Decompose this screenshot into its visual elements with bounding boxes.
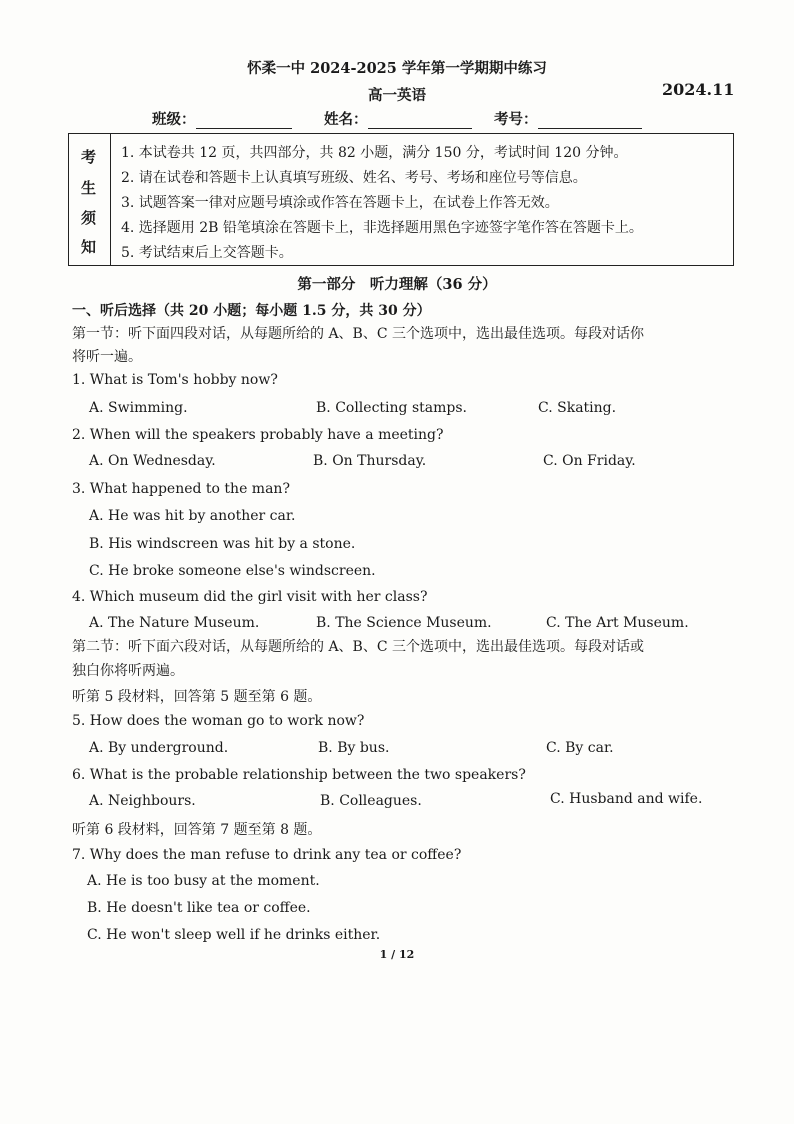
- name-field: [324, 108, 472, 129]
- question-4: 4. Which museum did the girl visit with her class?: [72, 589, 428, 605]
- notice-side-char: 知: [81, 238, 97, 256]
- question-1: 1. What is Tom's hobby now?: [72, 372, 278, 388]
- option-a: A. The Nature Museum.: [89, 615, 260, 631]
- section-instruction: 独白你将听两遍。: [72, 663, 184, 679]
- option-b: B. The Science Museum.: [316, 615, 492, 631]
- option-a: A. Neighbours.: [89, 793, 196, 809]
- notice-item: 1. 本试卷共 12 页，共四部分，共 82 小题，满分 150 分，考试时间 120 分钟。: [121, 145, 628, 161]
- question-3: 3. What happened to the man?: [72, 481, 290, 497]
- question-5: 5. How does the woman go to work now?: [72, 713, 365, 729]
- option-c: C. By car.: [546, 740, 614, 756]
- option-a: A. He is too busy at the moment.: [87, 873, 320, 889]
- option-c: C. The Art Museum.: [546, 615, 689, 631]
- notice-item: 4. 选择题用 2B 铅笔填涂在答题卡上，非选择题用黑色字迹签字笔作答在答题卡上。: [121, 220, 643, 236]
- option-b: B. On Thursday.: [313, 453, 427, 469]
- page-number: 1 / 12: [379, 948, 415, 961]
- notice-side-char: 生: [81, 179, 97, 197]
- option-a: A. On Wednesday.: [89, 453, 216, 469]
- option-c: C. He broke someone else's windscreen.: [89, 563, 376, 579]
- option-a: A. Swimming.: [89, 400, 188, 416]
- option-b: B. His windscreen was hit by a stone.: [89, 536, 356, 552]
- notice-side-char: 须: [81, 209, 97, 227]
- material-note: 听第 6 段材料，回答第 7 题至第 8 题。: [72, 822, 322, 838]
- sub-heading: 一、听后选择（共 20 小题；每小题 1.5 分，共 30 分）: [72, 303, 431, 319]
- notice-side-char: 考: [81, 148, 97, 166]
- section-instruction: 第一节：听下面四段对话，从每题所给的 A、B、C 三个选项中，选出最佳选项。每段对话你: [72, 326, 645, 342]
- question-2: 2. When will the speakers probably have a meeting?: [72, 427, 444, 443]
- question-6: 6. What is the probable relationship between the two speakers?: [72, 767, 526, 783]
- question-7: 7. Why does the man refuse to drink any tea or coffee?: [72, 847, 462, 863]
- option-c: C. On Friday.: [543, 453, 636, 469]
- id-label: 考号：: [494, 111, 538, 128]
- id-field: [494, 108, 642, 129]
- class-label: 班级：: [152, 111, 196, 128]
- class-blank: [196, 114, 292, 129]
- option-a: A. By underground.: [89, 740, 229, 756]
- option-a: A. He was hit by another car.: [89, 508, 296, 524]
- notice-item: 2. 请在试卷和答题卡上认真填写班级、姓名、考号、考场和座位号等信息。: [121, 170, 587, 186]
- option-c: C. Skating.: [538, 400, 617, 416]
- exam-title: 怀柔一中 2024-2025 学年第一学期期中练习: [247, 60, 547, 77]
- option-b: B. He doesn't like tea or coffee.: [87, 900, 311, 916]
- class-field: [152, 108, 292, 129]
- material-note: 听第 5 段材料，回答第 5 题至第 6 题。: [72, 689, 322, 705]
- notice-side-label: [69, 134, 111, 265]
- id-blank: [538, 114, 642, 129]
- name-label: 姓名：: [324, 111, 368, 128]
- option-c: C. He won't sleep well if he drinks either.: [87, 927, 381, 943]
- notice-item: 5. 考试结束后上交答题卡。: [121, 245, 293, 261]
- option-b: B. By bus.: [318, 740, 390, 756]
- section-instruction: 第二节：听下面六段对话，从每题所给的 A、B、C 三个选项中，选出最佳选项。每段对话或: [72, 639, 645, 655]
- exam-date: 2024.11: [662, 80, 735, 99]
- notice-box: [68, 133, 734, 266]
- exam-subject: 高一英语: [368, 87, 426, 104]
- section-instruction: 将听一遍。: [72, 349, 142, 365]
- option-b: B. Colleagues.: [320, 793, 422, 809]
- option-b: B. Collecting stamps.: [316, 400, 467, 416]
- option-c: C. Husband and wife.: [550, 791, 703, 807]
- part-heading: 第一部分 听力理解（36 分）: [297, 276, 497, 293]
- notice-item: 3. 试题答案一律对应题号填涂或作答在答题卡上，在试卷上作答无效。: [121, 195, 559, 211]
- name-blank: [368, 114, 472, 129]
